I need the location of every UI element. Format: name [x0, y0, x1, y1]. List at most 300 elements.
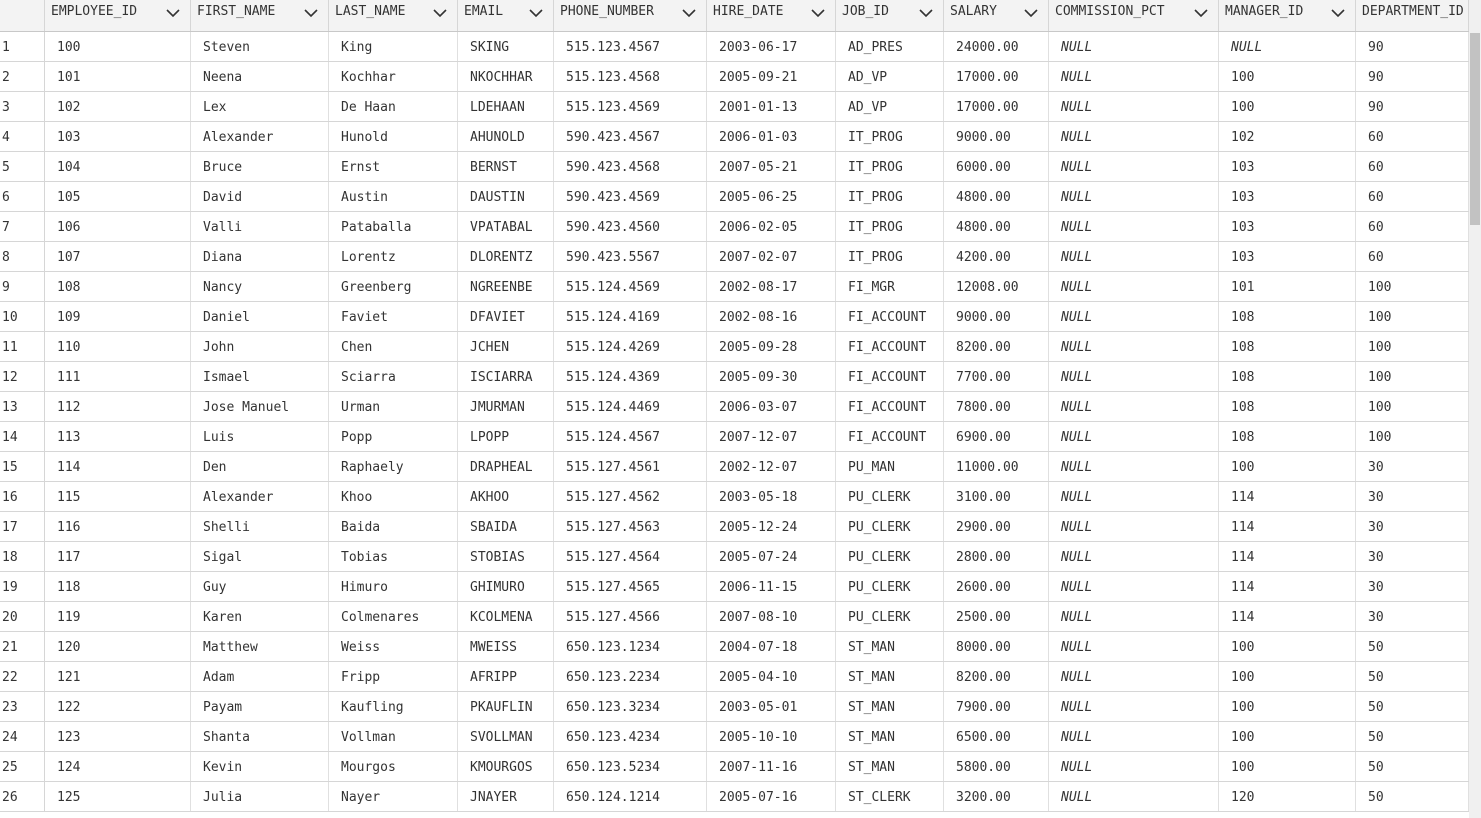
cell-email[interactable]: SKING [458, 32, 554, 61]
cell-salary[interactable]: 3100.00 [944, 482, 1049, 511]
cell-phone-number[interactable]: 650.123.2234 [554, 662, 707, 691]
table-row[interactable] [0, 212, 1469, 242]
cell-department-id[interactable]: 60 [1356, 122, 1469, 151]
cell-manager-id[interactable]: 108 [1219, 422, 1356, 451]
cell-job-id[interactable]: FI_MGR [836, 272, 944, 301]
cell-department-id[interactable]: 100 [1356, 362, 1469, 391]
cell-first-name[interactable]: Kevin [191, 752, 329, 781]
cell-employee-id[interactable]: 111 [45, 362, 191, 391]
cell-hire-date[interactable]: 2005-10-10 [707, 722, 836, 751]
cell-employee-id[interactable]: 123 [45, 722, 191, 751]
cell-commission-pct[interactable]: NULL [1049, 482, 1219, 511]
table-row[interactable] [0, 122, 1469, 152]
cell-salary[interactable]: 2800.00 [944, 542, 1049, 571]
cell-salary[interactable]: 9000.00 [944, 302, 1049, 331]
cell-phone-number[interactable]: 590.423.5567 [554, 242, 707, 271]
cell-phone-number[interactable]: 590.423.4568 [554, 152, 707, 181]
column-header-department-id[interactable] [1356, 0, 1469, 31]
column-header-manager-id[interactable] [1219, 0, 1356, 31]
cell-department-id[interactable]: 60 [1356, 182, 1469, 211]
cell-hire-date[interactable]: 2007-02-07 [707, 242, 836, 271]
cell-manager-id[interactable]: 102 [1219, 122, 1356, 151]
table-row[interactable] [0, 422, 1469, 452]
cell-first-name[interactable]: Neena [191, 62, 329, 91]
cell-job-id[interactable]: FI_ACCOUNT [836, 422, 944, 451]
cell-first-name[interactable]: Steven [191, 32, 329, 61]
cell-employee-id[interactable]: 119 [45, 602, 191, 631]
cell-department-id[interactable]: 30 [1356, 542, 1469, 571]
table-row[interactable] [0, 92, 1469, 122]
cell-email[interactable]: GHIMURO [458, 572, 554, 601]
cell-email[interactable]: JMURMAN [458, 392, 554, 421]
cell-email[interactable]: AFRIPP [458, 662, 554, 691]
cell-last-name[interactable]: Hunold [329, 122, 458, 151]
cell-commission-pct[interactable]: NULL [1049, 302, 1219, 331]
cell-manager-id[interactable]: 101 [1219, 272, 1356, 301]
cell-manager-id[interactable]: 100 [1219, 752, 1356, 781]
cell-employee-id[interactable]: 109 [45, 302, 191, 331]
cell-email[interactable]: BERNST [458, 152, 554, 181]
cell-email[interactable]: VPATABAL [458, 212, 554, 241]
cell-last-name[interactable]: Baida [329, 512, 458, 541]
cell-commission-pct[interactable]: NULL [1049, 692, 1219, 721]
cell-last-name[interactable]: Khoo [329, 482, 458, 511]
cell-hire-date[interactable]: 2004-07-18 [707, 632, 836, 661]
cell-commission-pct[interactable]: NULL [1049, 92, 1219, 121]
cell-salary[interactable]: 11000.00 [944, 452, 1049, 481]
cell-last-name[interactable]: De Haan [329, 92, 458, 121]
cell-job-id[interactable]: IT_PROG [836, 212, 944, 241]
cell-first-name[interactable]: Payam [191, 692, 329, 721]
cell-first-name[interactable]: David [191, 182, 329, 211]
cell-phone-number[interactable]: 515.127.4566 [554, 602, 707, 631]
cell-first-name[interactable]: Diana [191, 242, 329, 271]
cell-manager-id[interactable]: 100 [1219, 722, 1356, 751]
cell-commission-pct[interactable]: NULL [1049, 722, 1219, 751]
cell-employee-id[interactable]: 104 [45, 152, 191, 181]
cell-hire-date[interactable]: 2005-06-25 [707, 182, 836, 211]
cell-phone-number[interactable]: 515.127.4563 [554, 512, 707, 541]
cell-employee-id[interactable]: 115 [45, 482, 191, 511]
cell-commission-pct[interactable]: NULL [1049, 782, 1219, 811]
cell-email[interactable]: DAUSTIN [458, 182, 554, 211]
cell-email[interactable]: SVOLLMAN [458, 722, 554, 751]
cell-first-name[interactable]: Guy [191, 572, 329, 601]
cell-phone-number[interactable]: 650.123.5234 [554, 752, 707, 781]
cell-first-name[interactable]: Nancy [191, 272, 329, 301]
cell-first-name[interactable]: Daniel [191, 302, 329, 331]
cell-job-id[interactable]: ST_CLERK [836, 782, 944, 811]
cell-phone-number[interactable]: 590.423.4560 [554, 212, 707, 241]
column-header-last-name[interactable] [329, 0, 458, 31]
cell-last-name[interactable]: Mourgos [329, 752, 458, 781]
cell-hire-date[interactable]: 2006-03-07 [707, 392, 836, 421]
cell-commission-pct[interactable]: NULL [1049, 602, 1219, 631]
cell-salary[interactable]: 9000.00 [944, 122, 1049, 151]
cell-department-id[interactable]: 100 [1356, 332, 1469, 361]
table-row[interactable] [0, 572, 1469, 602]
cell-first-name[interactable]: John [191, 332, 329, 361]
cell-phone-number[interactable]: 515.123.4569 [554, 92, 707, 121]
cell-job-id[interactable]: IT_PROG [836, 242, 944, 271]
cell-salary[interactable]: 8200.00 [944, 662, 1049, 691]
cell-email[interactable]: JCHEN [458, 332, 554, 361]
cell-email[interactable]: DFAVIET [458, 302, 554, 331]
table-row[interactable] [0, 362, 1469, 392]
cell-salary[interactable]: 2900.00 [944, 512, 1049, 541]
chevron-down-icon[interactable] [918, 6, 934, 20]
cell-hire-date[interactable]: 2005-09-28 [707, 332, 836, 361]
cell-hire-date[interactable]: 2006-01-03 [707, 122, 836, 151]
cell-first-name[interactable]: Valli [191, 212, 329, 241]
cell-salary[interactable]: 24000.00 [944, 32, 1049, 61]
cell-commission-pct[interactable]: NULL [1049, 152, 1219, 181]
cell-job-id[interactable]: PU_CLERK [836, 482, 944, 511]
cell-email[interactable]: KCOLMENA [458, 602, 554, 631]
table-row[interactable] [0, 332, 1469, 362]
cell-department-id[interactable]: 50 [1356, 662, 1469, 691]
cell-last-name[interactable]: Kochhar [329, 62, 458, 91]
cell-last-name[interactable]: Popp [329, 422, 458, 451]
cell-employee-id[interactable]: 102 [45, 92, 191, 121]
cell-department-id[interactable]: 90 [1356, 92, 1469, 121]
cell-commission-pct[interactable]: NULL [1049, 122, 1219, 151]
cell-manager-id[interactable]: 103 [1219, 212, 1356, 241]
cell-hire-date[interactable]: 2003-05-18 [707, 482, 836, 511]
cell-hire-date[interactable]: 2007-11-16 [707, 752, 836, 781]
cell-manager-id[interactable]: NULL [1219, 32, 1356, 61]
cell-last-name[interactable]: Himuro [329, 572, 458, 601]
cell-salary[interactable]: 17000.00 [944, 62, 1049, 91]
cell-manager-id[interactable]: 108 [1219, 392, 1356, 421]
cell-salary[interactable]: 7800.00 [944, 392, 1049, 421]
cell-commission-pct[interactable]: NULL [1049, 362, 1219, 391]
cell-phone-number[interactable]: 515.124.4169 [554, 302, 707, 331]
cell-manager-id[interactable]: 100 [1219, 62, 1356, 91]
cell-hire-date[interactable]: 2005-09-21 [707, 62, 836, 91]
table-row[interactable] [0, 482, 1469, 512]
cell-employee-id[interactable]: 120 [45, 632, 191, 661]
cell-salary[interactable]: 4200.00 [944, 242, 1049, 271]
cell-first-name[interactable]: Shanta [191, 722, 329, 751]
cell-hire-date[interactable]: 2001-01-13 [707, 92, 836, 121]
cell-salary[interactable]: 7900.00 [944, 692, 1049, 721]
column-header-phone-number[interactable] [554, 0, 707, 31]
table-row[interactable] [0, 272, 1469, 302]
cell-salary[interactable]: 12008.00 [944, 272, 1049, 301]
cell-phone-number[interactable]: 590.423.4569 [554, 182, 707, 211]
cell-first-name[interactable]: Den [191, 452, 329, 481]
cell-commission-pct[interactable]: NULL [1049, 182, 1219, 211]
cell-last-name[interactable]: Lorentz [329, 242, 458, 271]
table-row[interactable] [0, 782, 1469, 812]
cell-job-id[interactable]: AD_PRES [836, 32, 944, 61]
table-row[interactable] [0, 542, 1469, 572]
cell-email[interactable]: ISCIARRA [458, 362, 554, 391]
cell-department-id[interactable]: 30 [1356, 602, 1469, 631]
cell-manager-id[interactable]: 100 [1219, 662, 1356, 691]
cell-email[interactable]: AKHOO [458, 482, 554, 511]
cell-manager-id[interactable]: 108 [1219, 302, 1356, 331]
cell-phone-number[interactable]: 515.127.4564 [554, 542, 707, 571]
cell-department-id[interactable]: 100 [1356, 272, 1469, 301]
cell-first-name[interactable]: Matthew [191, 632, 329, 661]
cell-department-id[interactable]: 100 [1356, 392, 1469, 421]
cell-commission-pct[interactable]: NULL [1049, 452, 1219, 481]
cell-employee-id[interactable]: 118 [45, 572, 191, 601]
cell-manager-id[interactable]: 108 [1219, 332, 1356, 361]
cell-commission-pct[interactable]: NULL [1049, 212, 1219, 241]
chevron-down-icon[interactable] [432, 6, 448, 20]
chevron-down-icon[interactable] [1193, 6, 1209, 20]
cell-salary[interactable]: 5800.00 [944, 752, 1049, 781]
cell-department-id[interactable]: 30 [1356, 452, 1469, 481]
cell-job-id[interactable]: PU_CLERK [836, 602, 944, 631]
cell-last-name[interactable]: Weiss [329, 632, 458, 661]
cell-salary[interactable]: 7700.00 [944, 362, 1049, 391]
cell-job-id[interactable]: ST_MAN [836, 752, 944, 781]
cell-salary[interactable]: 4800.00 [944, 182, 1049, 211]
cell-last-name[interactable]: Vollman [329, 722, 458, 751]
cell-email[interactable]: DLORENTZ [458, 242, 554, 271]
cell-commission-pct[interactable]: NULL [1049, 422, 1219, 451]
cell-salary[interactable]: 4800.00 [944, 212, 1049, 241]
cell-department-id[interactable]: 60 [1356, 152, 1469, 181]
cell-phone-number[interactable]: 650.123.1234 [554, 632, 707, 661]
table-row[interactable] [0, 242, 1469, 272]
cell-commission-pct[interactable]: NULL [1049, 752, 1219, 781]
cell-phone-number[interactable]: 515.124.4269 [554, 332, 707, 361]
cell-last-name[interactable]: Faviet [329, 302, 458, 331]
cell-hire-date[interactable]: 2007-05-21 [707, 152, 836, 181]
cell-manager-id[interactable]: 114 [1219, 572, 1356, 601]
cell-email[interactable]: KMOURGOS [458, 752, 554, 781]
cell-commission-pct[interactable]: NULL [1049, 542, 1219, 571]
cell-phone-number[interactable]: 515.127.4562 [554, 482, 707, 511]
cell-hire-date[interactable]: 2005-09-30 [707, 362, 836, 391]
cell-email[interactable]: NGREENBE [458, 272, 554, 301]
cell-job-id[interactable]: IT_PROG [836, 122, 944, 151]
cell-first-name[interactable]: Sigal [191, 542, 329, 571]
cell-salary[interactable]: 8200.00 [944, 332, 1049, 361]
cell-job-id[interactable]: IT_PROG [836, 152, 944, 181]
cell-email[interactable]: NKOCHHAR [458, 62, 554, 91]
cell-commission-pct[interactable]: NULL [1049, 272, 1219, 301]
cell-hire-date[interactable]: 2005-07-16 [707, 782, 836, 811]
cell-employee-id[interactable]: 112 [45, 392, 191, 421]
cell-commission-pct[interactable]: NULL [1049, 332, 1219, 361]
cell-job-id[interactable]: ST_MAN [836, 722, 944, 751]
cell-commission-pct[interactable]: NULL [1049, 662, 1219, 691]
table-row[interactable] [0, 452, 1469, 482]
cell-first-name[interactable]: Jose Manuel [191, 392, 329, 421]
cell-department-id[interactable]: 50 [1356, 752, 1469, 781]
table-row[interactable] [0, 692, 1469, 722]
cell-last-name[interactable]: Greenberg [329, 272, 458, 301]
cell-salary[interactable]: 3200.00 [944, 782, 1049, 811]
cell-email[interactable]: LPOPP [458, 422, 554, 451]
table-row[interactable] [0, 182, 1469, 212]
cell-manager-id[interactable]: 100 [1219, 452, 1356, 481]
column-header-job-id[interactable] [836, 0, 944, 31]
cell-last-name[interactable]: Nayer [329, 782, 458, 811]
cell-email[interactable]: LDEHAAN [458, 92, 554, 121]
cell-first-name[interactable]: Alexander [191, 122, 329, 151]
cell-manager-id[interactable]: 108 [1219, 362, 1356, 391]
cell-manager-id[interactable]: 100 [1219, 632, 1356, 661]
cell-commission-pct[interactable]: NULL [1049, 572, 1219, 601]
cell-department-id[interactable]: 30 [1356, 572, 1469, 601]
cell-first-name[interactable]: Karen [191, 602, 329, 631]
cell-department-id[interactable]: 50 [1356, 692, 1469, 721]
cell-manager-id[interactable]: 100 [1219, 692, 1356, 721]
chevron-down-icon[interactable] [303, 6, 319, 20]
cell-salary[interactable]: 2600.00 [944, 572, 1049, 601]
cell-manager-id[interactable]: 120 [1219, 782, 1356, 811]
cell-commission-pct[interactable]: NULL [1049, 392, 1219, 421]
cell-phone-number[interactable]: 515.124.4569 [554, 272, 707, 301]
cell-manager-id[interactable]: 114 [1219, 542, 1356, 571]
cell-last-name[interactable]: Austin [329, 182, 458, 211]
cell-commission-pct[interactable]: NULL [1049, 512, 1219, 541]
cell-hire-date[interactable]: 2007-08-10 [707, 602, 836, 631]
cell-first-name[interactable]: Julia [191, 782, 329, 811]
cell-last-name[interactable]: Tobias [329, 542, 458, 571]
cell-commission-pct[interactable]: NULL [1049, 632, 1219, 661]
cell-first-name[interactable]: Alexander [191, 482, 329, 511]
cell-employee-id[interactable]: 107 [45, 242, 191, 271]
cell-employee-id[interactable]: 100 [45, 32, 191, 61]
cell-last-name[interactable]: Fripp [329, 662, 458, 691]
column-header-first-name[interactable] [191, 0, 329, 31]
cell-department-id[interactable]: 50 [1356, 722, 1469, 751]
cell-job-id[interactable]: ST_MAN [836, 692, 944, 721]
cell-employee-id[interactable]: 105 [45, 182, 191, 211]
cell-email[interactable]: MWEISS [458, 632, 554, 661]
cell-phone-number[interactable]: 650.123.3234 [554, 692, 707, 721]
cell-phone-number[interactable]: 650.123.4234 [554, 722, 707, 751]
table-row[interactable] [0, 662, 1469, 692]
cell-first-name[interactable]: Lex [191, 92, 329, 121]
cell-phone-number[interactable]: 515.123.4567 [554, 32, 707, 61]
cell-department-id[interactable]: 100 [1356, 302, 1469, 331]
cell-first-name[interactable]: Adam [191, 662, 329, 691]
cell-email[interactable]: DRAPHEAL [458, 452, 554, 481]
cell-job-id[interactable]: PU_MAN [836, 452, 944, 481]
cell-first-name[interactable]: Shelli [191, 512, 329, 541]
chevron-down-icon[interactable] [1330, 6, 1346, 20]
cell-job-id[interactable]: FI_ACCOUNT [836, 362, 944, 391]
cell-hire-date[interactable]: 2006-11-15 [707, 572, 836, 601]
table-row[interactable] [0, 152, 1469, 182]
cell-job-id[interactable]: ST_MAN [836, 662, 944, 691]
chevron-down-icon[interactable] [810, 6, 826, 20]
cell-last-name[interactable]: Pataballa [329, 212, 458, 241]
column-header-email[interactable] [458, 0, 554, 31]
cell-last-name[interactable]: King [329, 32, 458, 61]
cell-hire-date[interactable]: 2002-12-07 [707, 452, 836, 481]
cell-hire-date[interactable]: 2003-06-17 [707, 32, 836, 61]
table-row[interactable] [0, 512, 1469, 542]
cell-first-name[interactable]: Luis [191, 422, 329, 451]
cell-phone-number[interactable]: 515.124.4469 [554, 392, 707, 421]
column-header-salary[interactable] [944, 0, 1049, 31]
cell-manager-id[interactable]: 100 [1219, 92, 1356, 121]
cell-last-name[interactable]: Ernst [329, 152, 458, 181]
column-header-hire-date[interactable] [707, 0, 836, 31]
cell-email[interactable]: AHUNOLD [458, 122, 554, 151]
table-row[interactable] [0, 62, 1469, 92]
cell-phone-number[interactable]: 590.423.4567 [554, 122, 707, 151]
cell-employee-id[interactable]: 122 [45, 692, 191, 721]
cell-hire-date[interactable]: 2005-12-24 [707, 512, 836, 541]
cell-phone-number[interactable]: 515.127.4561 [554, 452, 707, 481]
cell-employee-id[interactable]: 116 [45, 512, 191, 541]
cell-salary[interactable]: 6000.00 [944, 152, 1049, 181]
cell-email[interactable]: SBAIDA [458, 512, 554, 541]
column-header-commission-pct[interactable] [1049, 0, 1219, 31]
table-row[interactable] [0, 302, 1469, 332]
cell-department-id[interactable]: 60 [1356, 242, 1469, 271]
cell-hire-date[interactable]: 2005-07-24 [707, 542, 836, 571]
chevron-down-icon[interactable] [681, 6, 697, 20]
cell-hire-date[interactable]: 2006-02-05 [707, 212, 836, 241]
cell-commission-pct[interactable]: NULL [1049, 32, 1219, 61]
scrollbar-thumb[interactable] [1470, 33, 1480, 225]
cell-salary[interactable]: 8000.00 [944, 632, 1049, 661]
cell-hire-date[interactable]: 2005-04-10 [707, 662, 836, 691]
cell-email[interactable]: PKAUFLIN [458, 692, 554, 721]
cell-salary[interactable]: 17000.00 [944, 92, 1049, 121]
table-row[interactable] [0, 632, 1469, 662]
cell-first-name[interactable]: Ismael [191, 362, 329, 391]
cell-job-id[interactable]: ST_MAN [836, 632, 944, 661]
cell-last-name[interactable]: Urman [329, 392, 458, 421]
table-row[interactable] [0, 752, 1469, 782]
cell-employee-id[interactable]: 103 [45, 122, 191, 151]
cell-employee-id[interactable]: 114 [45, 452, 191, 481]
cell-department-id[interactable]: 60 [1356, 212, 1469, 241]
cell-phone-number[interactable]: 650.124.1214 [554, 782, 707, 811]
table-row[interactable] [0, 602, 1469, 632]
cell-first-name[interactable]: Bruce [191, 152, 329, 181]
cell-job-id[interactable]: FI_ACCOUNT [836, 332, 944, 361]
cell-manager-id[interactable]: 103 [1219, 242, 1356, 271]
cell-hire-date[interactable]: 2002-08-16 [707, 302, 836, 331]
cell-phone-number[interactable]: 515.124.4567 [554, 422, 707, 451]
cell-employee-id[interactable]: 106 [45, 212, 191, 241]
cell-department-id[interactable]: 90 [1356, 62, 1469, 91]
cell-job-id[interactable]: IT_PROG [836, 182, 944, 211]
column-header-employee-id[interactable] [45, 0, 191, 31]
cell-last-name[interactable]: Sciarra [329, 362, 458, 391]
cell-job-id[interactable]: PU_CLERK [836, 512, 944, 541]
chevron-down-icon[interactable] [528, 6, 544, 20]
cell-last-name[interactable]: Chen [329, 332, 458, 361]
cell-email[interactable]: JNAYER [458, 782, 554, 811]
cell-hire-date[interactable]: 2002-08-17 [707, 272, 836, 301]
table-row[interactable] [0, 392, 1469, 422]
cell-commission-pct[interactable]: NULL [1049, 242, 1219, 271]
cell-department-id[interactable]: 90 [1356, 32, 1469, 61]
cell-employee-id[interactable]: 101 [45, 62, 191, 91]
cell-employee-id[interactable]: 121 [45, 662, 191, 691]
cell-manager-id[interactable]: 114 [1219, 602, 1356, 631]
cell-manager-id[interactable]: 114 [1219, 512, 1356, 541]
cell-salary[interactable]: 6500.00 [944, 722, 1049, 751]
cell-phone-number[interactable]: 515.123.4568 [554, 62, 707, 91]
cell-job-id[interactable]: AD_VP [836, 92, 944, 121]
